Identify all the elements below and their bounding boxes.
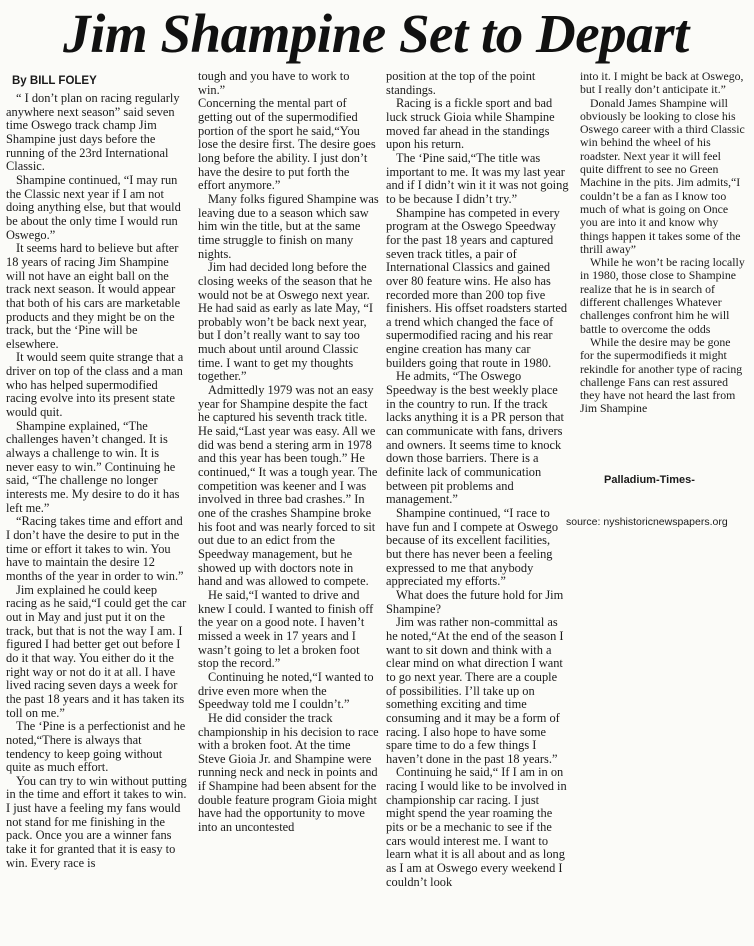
paragraph: Shampine explained, “The challenges haven’t changed. It is always a challenge to win. It is never easy to win.” Continuing he said, “The challenge no longer interests me. My desire to do it has left me.” xyxy=(6,418,180,515)
paragraph: He did consider the track championship in his decision to race with a broken foot. At the time Steve Gioia Jr. and Shampine were running neck and neck in points and if Shampine had been absent for the double feature program Gioia might have had the opportunity to move into an uncontested xyxy=(198,710,379,835)
paragraph: It would seem quite strange that a driver on top of the class and a man who has helped supermodified racing evolve into its present state would quit. xyxy=(6,350,184,420)
paragraph: “ I don’t plan on racing regularly anywhere next season” said seven time Oswego track champ Jim Shampine just days before the running of the 23rd International Classic. xyxy=(6,91,180,174)
paragraph: Shampine has competed in every program at the Oswego Speedway for the past 18 years and captured seven track titles, a pair of International Classics and gained over 80 feature wins. He also has recorded more than 200 top five finishers. His offset roadsters started a trend which changed the face of supermodified racing and his rear engine creation has many car builders going that route in 1980. xyxy=(386,205,568,370)
paragraph: Jim had decided long before the closing weeks of the season that he would not be at Oswego next year. He had said as early as late May, “I probably won’t be back next year, but I don’t really want to say too much about until around Classic time. I want to get my thoughts together.” xyxy=(198,260,373,384)
paragraph: Jim was rather non-committal as he noted,“At the end of the season I want to sit down and think with a clear mind on what direction I want to go next year. There are a couple of possibilities. I’ll take up on something exciting and time consuming and it may be a form of racing. I also hope to have some spare time to do a few things I haven’t done in the past 18 years.” xyxy=(386,615,564,766)
paragraph: You can try to win without putting in the time and effort it takes to win. I just have a feeling my fans would not stand for me finishing in the pack. Once you are a winner fans take it for granted that it is easy to win. Every race is xyxy=(6,773,187,870)
paragraph: position at the top of the point standings. xyxy=(386,70,536,97)
paragraph: Continuing he said,“ If I am in on racing I would like to be involved in championship car racing. I just might spend the year roaming the pits or be a mechanic to see if the cars would interest me. I want to learn what it is all about and as long as I am at Oswego every weekend I couldn’t look xyxy=(386,765,567,889)
paragraph: Continuing he noted,“I wanted to drive even more when the Speedway told me I couldn’t.” xyxy=(198,669,374,712)
paragraph: Admittedly 1979 was not an easy year for Shampine despite the fact he captured his seventh track title. He said,“Last year was easy. All we did was bend a stering arm in 1978 and this year has been tough.” He continued,“ It was a tough year. The competition was keener and I was involved in three bad crashes.” In one of the crashes Shampine broke his foot and was nearly forced to sit out due to an edict from the Speedway management, but he showed up with doctors note in hand and was allowed to compete. xyxy=(198,383,378,589)
paragraph: into it. I might be back at Oswego, but I really don’t anticipate it.” xyxy=(580,70,744,97)
paragraph: While he won’t be racing locally in 1980, those close to Shampine realize that he is in search of different challenges Whatever challenges confront him he will battle to overcome the odds xyxy=(580,255,745,336)
paragraph: Shampine continued, “I may run the Classic next year if I am not doing anything else, but that would be about the only time I would run Oswego.” xyxy=(6,172,181,242)
paragraph: The ‘Pine said,“The title was important to me. It was my last year and if I didn’t win it it was not going to be because I didn’t try.” xyxy=(386,150,569,206)
paragraph: While the desire may be gone for the supermodifieds it might rekindle for another type of racing challenge Fans can rest assured they have not heard the last from Jim Shampine xyxy=(580,334,743,416)
headline: Jim Shampine Set to Depart xyxy=(63,3,689,64)
paragraph: Shampine continued, “I race to have fun and I compete at Oswego because of its excellent facilities, but there has never been a feeling expressed to me that anybody appreciated my efforts.” xyxy=(386,506,559,589)
byline: By BILL FOLEY xyxy=(12,75,97,87)
paragraph: Racing is a fickle sport and bad luck struck Gioia while Shampine moved far ahead in the standings upon his return. xyxy=(386,96,555,152)
article-column-1 xyxy=(6,72,188,944)
article-column-3 xyxy=(386,70,569,946)
paragraph: What does the future hold for Jim Shampine? xyxy=(386,587,564,616)
paragraph: “Racing takes time and effort and I don’t have the desire to put in the time or effort it takes to win. You have to maintain the desire 12 months of the year in order to win.” xyxy=(6,514,184,583)
paragraph: Jim explained he could keep racing as he said,“I could get the car out in May and just put it on the track, but that is not the way I am. I figured I had better get out before I do it that way. You either do it the right way or not do it at all. I have lived racing seven days a week for the past 18 years and it has taken its toll on me.” xyxy=(6,582,187,720)
paragraph: The ‘Pine is a perfectionist and he noted,“There is always that tendency to keep going without quite as much effort. xyxy=(6,719,186,775)
article-column-4 xyxy=(580,70,746,490)
newspaper-signoff: Palladium-Times- xyxy=(604,474,695,486)
paragraph: He admits, “The Oswego Speedway is the best weekly place in the country to run. If the track lacks anything it is a PR person that can communicate with fans, drivers and owners. It seems time to knock down those barriers. There is a definite lack of communication between pit problems and management.” xyxy=(386,369,564,507)
paragraph: tough and you have to work to win.” xyxy=(198,70,350,97)
paragraph: Many folks figured Shampine was leaving due to a season which saw him win the title, but at the same time struggle to finish on many nights. xyxy=(198,191,379,261)
source-credit: source: nyshistoricnewspapers.org xyxy=(566,516,728,528)
paragraph: Concerning the mental part of getting out of the supermodified portion of the sport he said,“You lose the desire first. The desire goes long before the ability. I just don’t have the desire to put forth the effort anymore.” xyxy=(198,96,376,193)
paragraph: It seems hard to believe but after 18 years of racing Jim Shampine will not have an eight ball on the track next season. It would appear that both of his cars are marketable products and they might be on the track, but the ‘Pine will be elsewhere. xyxy=(6,241,181,351)
article-column-2 xyxy=(198,70,379,942)
paragraph: He said,“I wanted to drive and knew I could. I wanted to finish off the year on a good note. I haven’t missed a week in 17 years and I wasn’t going to let a broken foot stop the record.” xyxy=(198,587,374,671)
paragraph: Donald James Shampine will obviously be looking to close his Oswego career with a third Classic win behind the wheel of his roadster. Next year it will feel quite diffrent to see no Green Machine in the pits. Jim admits,“I couldn’t be a fan as I know too much of what is going on Once you are into it and know why things happen it takes some of the thrill away” xyxy=(580,95,745,256)
